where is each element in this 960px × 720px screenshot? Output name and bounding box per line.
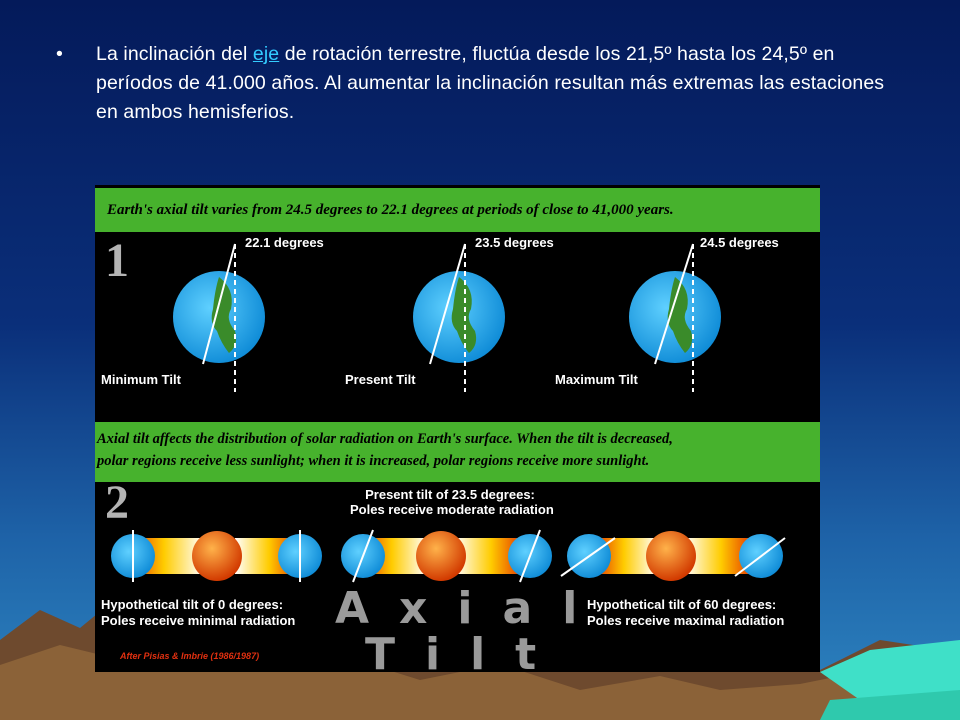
tilt-degrees-1: 22.1 degrees [245, 235, 324, 250]
eje-link[interactable]: eje [252, 43, 280, 65]
tilt-caption-1: Minimum Tilt [101, 372, 181, 387]
radiation-group-0deg [111, 530, 322, 582]
axial-word: Axial [335, 583, 608, 634]
bullet-symbol: • [56, 43, 63, 65]
tilt-globes-diagram [95, 232, 820, 422]
section-number-2: 2 [105, 476, 129, 529]
hypothetical-60-label [587, 597, 784, 629]
bullet-text-start: La inclinación del [96, 43, 253, 65]
hyp0-line2: Poles receive minimal radiation [101, 613, 296, 628]
figure-credit: After Pisias & Imbrie (1986/1987) [120, 651, 260, 661]
banner-middle [95, 422, 820, 482]
section-number-1: 1 [105, 234, 129, 287]
hyp0-line1: Hypothetical tilt of 0 degrees: [101, 597, 284, 612]
hyp60-line1: Hypothetical tilt of 60 degrees: [587, 597, 777, 612]
globe-minimum-tilt [173, 244, 265, 392]
tilt-degrees-3: 24.5 degrees [700, 235, 779, 250]
tilt-word: Tilt [365, 629, 567, 672]
tilt-caption-3: Maximum Tilt [555, 372, 638, 387]
banner-top: Earth's axial tilt varies from 24.5 degrees to 22.1 degrees at periods of close to 41,000 years. [95, 188, 820, 232]
bullet-text-end: de rotación terrestre, fluctúa desde los 21,5º hasta los 24,5º en períodos de 41.000 años. Al aumentar la inclinación resultan más extremas las estaciones en ambos hemisferios. [96, 43, 885, 123]
banner-middle-line2: polar regions receive less sunlight; when it is increased, polar regions receive more sunlight. [97, 453, 650, 469]
hypothetical-0-label [101, 597, 295, 629]
tilt-caption-2: Present Tilt [345, 372, 416, 387]
present-label-line1: Present tilt of 23.5 degrees: [365, 487, 535, 502]
globe-present-tilt [413, 244, 505, 392]
globe-maximum-tilt [629, 244, 721, 392]
banner-middle-line1: Axial tilt affects the distribution of solar radiation on Earth's surface. When the tilt is decreased, [97, 431, 673, 447]
present-radiation-label [350, 487, 554, 517]
hyp60-line2: Poles receive maximal radiation [587, 613, 785, 628]
bullet-text [96, 40, 896, 127]
axial-tilt-figure [95, 185, 820, 672]
tilt-degrees-2: 23.5 degrees [475, 235, 554, 250]
bullet-paragraph [56, 40, 896, 127]
present-label-line2: Poles receive moderate radiation [350, 502, 554, 517]
radiation-group-present [341, 530, 552, 582]
radiation-group-60deg [561, 531, 785, 581]
